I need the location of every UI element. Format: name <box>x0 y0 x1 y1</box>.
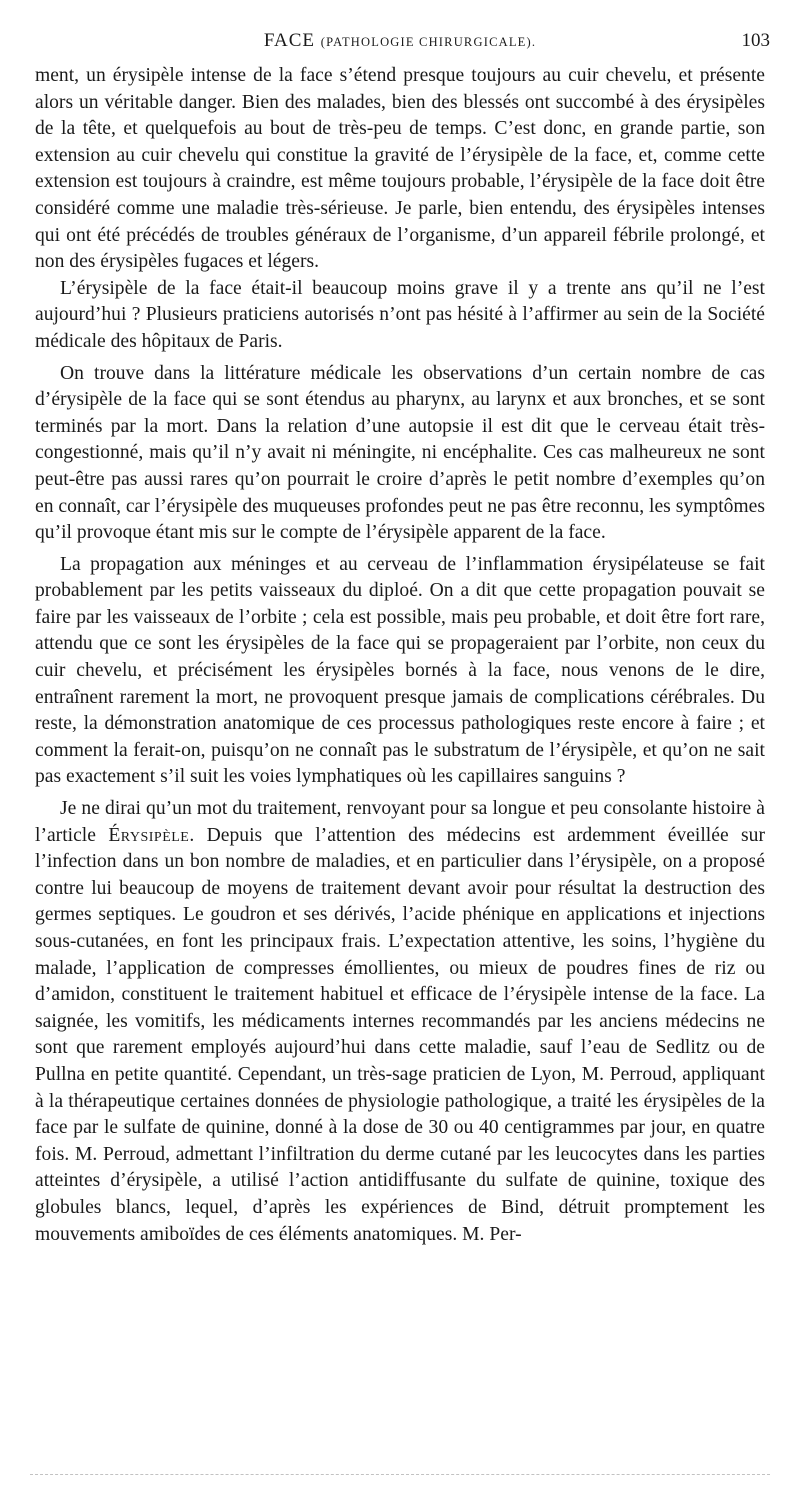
page-bottom-rule <box>30 1474 770 1475</box>
running-head <box>0 30 800 60</box>
running-head-main: FACE <box>263 30 315 51</box>
page-number: 103 <box>741 30 770 51</box>
paragraph-5-text-end: . Depuis que l’attention des médecins est ardemment éveillée sur l’infection dans un bon nombre de maladies, et en particulier dans l’érysipèle, on a proposé contre lui beaucoup de moyens de traitement devant avoir pour résultat la destruction des germes septiques. Le goudron et ses dérivés, l’acide phénique en applications et injections sous-cutanées, en font les principaux frais. L’expectation attentive, les soins, l’hygiène du malade, l’application de compresses émollientes, ou mieux de poudres fines de riz ou d’amidon, constituent le traitement habituel et efficace de l’érysipèle intense de la face. La saignée, les vomitifs, les médicaments internes recommandés par les anciens médecins ne sont que rarement employés aujourd’hui dans cette maladie, sauf l’eau de Sedlitz ou de Pullna en petite quantité. Cependant, un très-sage praticien de Lyon, M. Perroud, appliquant à la thérapeutique certaines données de physiologie pathologique, a traité les érysipèles de la face par le sulfate de quinine, donné à la dose de 30 ou 40 centigrammes par jour, en quatre fois. M. Perroud, admettant l’infiltration du derme cutané par les leucocytes dans les parties atteintes d’érysipèle, a utilisé l’action antidiffusante du sulfate de quinine, toxique des globules blancs, lequel, d’après les expériences de Bind, détruit promptement les mouvements amiboïdes de ces éléments anatomiques. M. Per- <box>35 824 765 1245</box>
paragraph-5 <box>35 796 765 1248</box>
paragraph-5-text-start: Je ne dirai qu’un mot du traitement, renvoyant pour sa longue et peu consolante histoire à l’article <box>35 798 765 846</box>
body-text <box>35 63 765 1248</box>
paragraph-4: La propagation aux méninges et au cerveau de l’inflammation érysipélateuse se fait probablement par les petits vaisseaux du diploé. On a dit que cette propagation pouvait se faire par les vaisseaux de l’orbite ; cela est possible, mais peu probable, et doit être fort rare, attendu que ce sont les érysipèles de la face qui se propageraient par l’orbite, non ceux du cuir chevelu, et précisément les érysipèles bornés à la face, nous venons de le dire, entraînent rarement la mort, ne provoquent presque jamais de complications cérébrales. Du reste, la démonstration anatomique de ces processus pathologiques reste encore à faire ; et comment la ferait-on, puisqu’on ne connaît pas le substratum de l’érysipèle, et qu’on ne sait pas exactement s’il suit les voies lymphatiques où les capillaires sanguins ? <box>35 553 765 788</box>
running-head-title <box>0 30 800 52</box>
running-head-subtitle: (PATHOLOGIE CHIRURGICALE). <box>320 35 537 49</box>
paragraph-3: On trouve dans la littérature médicale les observations d’un certain nombre de cas d’érysipèle de la face qui se sont étendus au pharynx, au larynx et aux bronches, et se sont terminés par la mort. Dans la relation d’une autopsie il est dit que le cerveau était très-congestionné, mais qu’il n’y avait ni méningite, ni encéphalite. Ces cas malheureux ne sont peut-être pas aussi rares qu’on pourrait le croire d’après le petit nombre d’exemples qu’on en connaît, car l’érysipèle des muqueuses profondes peut ne pas être reconnu, les symptômes qu’il provoque étant mis sur le compte de l’érysipèle apparent de la face. <box>35 362 765 544</box>
paragraph-1: ment, un érysipèle intense de la face s’étend presque toujours au cuir chevelu, et présente alors un véritable danger. Bien des malades, bien des blessés ont succombé à des érysipèles de la tête, et quelquefois au bout de très-peu de temps. C’est donc, en grande partie, son extension au cuir chevelu qui constitue la gravité de l’érysipèle de la face, et, comme cette extension est toujours à craindre, est même toujours probable, l’érysipèle de la face doit être considéré comme une maladie très-sérieuse. Je parle, bien entendu, des érysipèles intenses qui ont été précédés de troubles généraux de l’organisme, d’un appareil fébrile prolongé, et non des érysipèles fugaces et légers. <box>35 65 765 273</box>
cross-reference-erysipele: Érysipèle <box>108 824 190 846</box>
paragraph-2: L’érysipèle de la face était-il beaucoup moins grave il y a trente ans qu’il ne l’est aujourd’hui ? Plusieurs praticiens autorisés n’ont pas hésité à l’affirmer au sein de la Société médicale des hôpitaux de Paris. <box>35 277 765 352</box>
